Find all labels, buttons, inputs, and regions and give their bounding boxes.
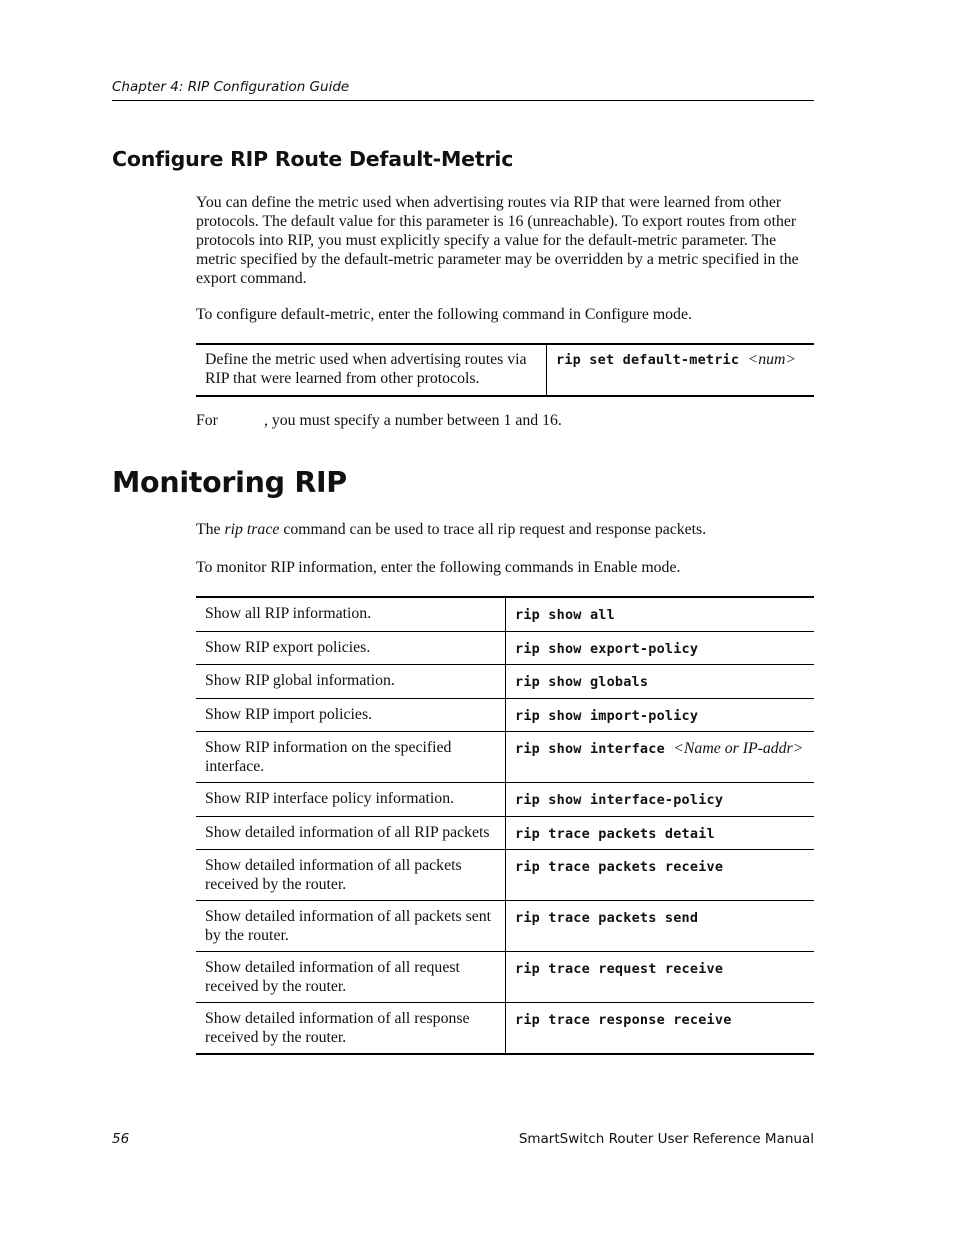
command-description: Show RIP information on the specified interface.: [196, 732, 506, 783]
monitoring-command-table: [196, 596, 814, 1055]
table-row: [196, 816, 814, 850]
configure-command-table: [196, 343, 814, 397]
table-row: [196, 952, 814, 1003]
command-description: Show RIP export policies.: [196, 631, 506, 665]
table-row: [196, 1003, 814, 1055]
page-number: 56: [112, 1131, 130, 1147]
command-cell: [506, 1003, 815, 1055]
command-description: Show all RIP information.: [196, 597, 506, 631]
command-cell: [506, 850, 815, 901]
note-prefix: For: [196, 412, 218, 429]
command-argument: <num>: [747, 351, 797, 368]
command-cell: [506, 952, 815, 1003]
command-text: rip trace packets detail: [515, 825, 715, 842]
command-description: Show RIP import policies.: [196, 698, 506, 732]
command-cell: [547, 344, 815, 396]
command-text: rip set default-metric: [556, 352, 740, 368]
metric-range-note: [196, 411, 812, 430]
command-text: rip show all: [515, 607, 615, 623]
command-text: rip show import-policy: [515, 707, 699, 724]
command-text: rip trace packets send: [515, 910, 699, 926]
command-cell: [506, 901, 815, 952]
command-description: Define the metric used when advertising routes via RIP that were learned from other protocols.: [196, 344, 547, 396]
default-metric-paragraph: You can define the metric used when advertising routes via RIP that were learned from other protocols. The default value for this parameter is 16 (unreachable). To export routes from other protocols into RIP, you must explicitly specify a value for the default-metric parameter. The metric specified by the default-metric parameter may be overridden by a metric specified in the export command.: [196, 194, 799, 287]
table-row: [196, 698, 814, 732]
rip-trace-term: rip trace: [224, 521, 280, 538]
table-row: [196, 597, 814, 631]
table-row: [196, 732, 814, 783]
command-text: rip show interface: [515, 741, 665, 757]
command-cell: [506, 698, 815, 732]
rip-trace-paragraph: [196, 520, 812, 539]
configure-intro: To configure default-metric, enter the following command in Configure mode.: [196, 306, 692, 323]
section-heading-monitoring: Monitoring RIP: [112, 466, 347, 499]
manual-title: SmartSwitch Router User Reference Manual: [518, 1131, 814, 1147]
monitor-intro: To monitor RIP information, enter the following commands in Enable mode.: [196, 559, 681, 576]
command-text: rip trace packets receive: [515, 859, 724, 875]
command-cell: [506, 732, 815, 783]
running-header: Chapter 4: RIP Configuration Guide: [112, 79, 350, 95]
table-row: [196, 901, 814, 952]
command-cell: [506, 597, 815, 631]
command-text: rip show export-policy: [515, 640, 699, 657]
command-description: Show detailed information of all request received by the router.: [196, 952, 506, 1003]
command-description: Show RIP interface policy information.: [196, 783, 506, 817]
command-description: Show detailed information of all RIP packets: [196, 816, 506, 850]
command-cell: [506, 631, 815, 665]
command-cell: [506, 816, 815, 850]
command-description: Show detailed information of all response received by the router.: [196, 1003, 506, 1055]
command-description: Show detailed information of all packets received by the router.: [196, 850, 506, 901]
table-row: [196, 850, 814, 901]
table-row: [196, 665, 814, 699]
command-text: rip trace response receive: [515, 1012, 732, 1028]
para-prefix: The: [196, 521, 221, 538]
command-description: Show RIP global information.: [196, 665, 506, 699]
command-text: rip trace request receive: [515, 961, 724, 977]
command-text: rip show interface-policy: [515, 792, 724, 808]
header-rule: [112, 100, 814, 101]
command-cell: [506, 665, 815, 699]
table-row: [196, 344, 814, 396]
command-description: Show detailed information of all packets sent by the router.: [196, 901, 506, 952]
table-row: [196, 631, 814, 665]
command-cell: [506, 783, 815, 817]
command-text: rip show globals: [515, 674, 649, 690]
para-suffix: command can be used to trace all rip request and response packets.: [283, 521, 707, 538]
command-argument: <Name or IP-addr>: [673, 740, 804, 757]
note-suffix: , you must specify a number between 1 and 16.: [263, 412, 562, 429]
section-heading-default-metric: Configure RIP Route Default-Metric: [112, 147, 514, 171]
table-row: [196, 783, 814, 817]
